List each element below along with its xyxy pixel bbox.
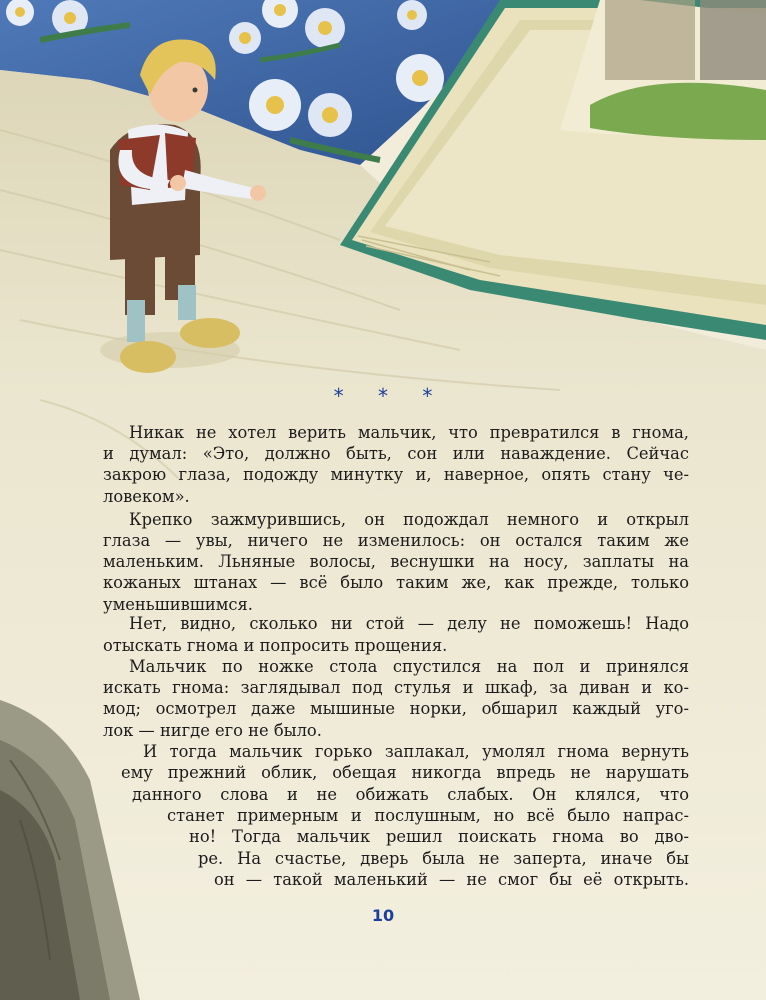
text-line: станет примерным и послушным, но всё было напрас- — [167, 806, 689, 825]
text-line: ему прежний облик, обещая никогда впредь не нарушать — [121, 763, 689, 782]
text-line: искать гнома: заглядывал под стулья и шкаф, за диван и ко- — [103, 678, 689, 697]
text-line: закрою глаза, подожду минутку и, наверное, опять стану че- — [103, 465, 689, 484]
text-line: и думал: «Это, должно быть, сон или наваждение. Сейчас — [103, 444, 689, 463]
text-line: отыскать гнома и попросить прощения. — [103, 636, 448, 655]
text-line: он — такой маленький — не смог бы её открыть. — [214, 870, 689, 889]
section-ornament: * * * — [333, 384, 447, 408]
text-line: данного слова и не обижать слабых. Он клялся, что — [132, 785, 689, 804]
text-line: Крепко зажмурившись, он подождал немного и открыл — [129, 510, 689, 529]
text-line: И тогда мальчик горько заплакал, умолял гнома вернуть — [143, 742, 689, 761]
text-line: маленьким. Льняные волосы, веснушки на носу, заплаты на — [103, 552, 689, 571]
text-line: глаза — увы, ничего не изменилось: он остался таким же — [103, 531, 689, 550]
text-line: уменьшившимся. — [103, 595, 253, 614]
text-line: но! Тогда мальчик решил поискать гнома во дво- — [189, 827, 689, 846]
text-line: кожаных штанах — всё было таким же, как прежде, только — [103, 573, 689, 592]
text-line: лок — нигде его не было. — [103, 721, 322, 740]
text-line: ре. На счастье, дверь была не заперта, иначе бы — [198, 849, 689, 868]
page-number: 10 — [371, 906, 395, 925]
text-line: Мальчик по ножке стола спустился на пол и принялся — [129, 657, 689, 676]
text-line: Нет, видно, сколько ни стой — делу не поможешь! Надо — [129, 614, 689, 633]
text-line: Никак не хотел верить мальчик, что превратился в гнома, — [129, 423, 689, 442]
text-line: ловеком». — [103, 487, 190, 506]
text-line: мод; осмотрел даже мышиные норки, обшарил каждый уго- — [103, 699, 689, 718]
